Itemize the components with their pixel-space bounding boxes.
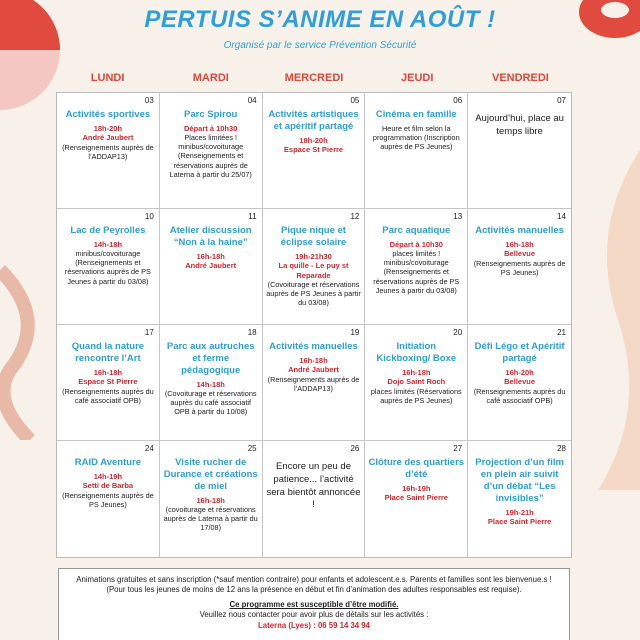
cell-day-number: 03 [144, 96, 154, 105]
activity-message: Encore un peu de patience... l’activité sera bientôt annoncée ! [266, 461, 361, 511]
calendar-cell [468, 93, 571, 209]
activity-details: Places limitées ! minibus/covoiturage (Renseignements et réservations auprès de Laterna à partir du 25/07) [169, 133, 252, 179]
calendar-cell [160, 209, 263, 325]
activity-title: RAID Aventure [74, 457, 142, 468]
activity-time-place: 14h-19h Setti de Barba [82, 471, 134, 491]
calendar-cell [263, 93, 366, 209]
cell-day-number: 24 [144, 444, 154, 453]
calendar-cell [160, 93, 263, 209]
calendar-cell [365, 441, 468, 557]
activity-time-place: 16h-19h Place Saint Pierre [384, 483, 448, 503]
day-thursday: JEUDI [401, 72, 434, 84]
cell-day-number: 28 [557, 444, 566, 453]
activity-time-place: 18h-20h André Jaubert [82, 123, 134, 143]
cell-day-number: 05 [350, 96, 360, 105]
day-monday: LUNDI [90, 72, 125, 84]
activity-time-place: 16h-18h André Jaubert [185, 251, 237, 271]
cell-day-number: 20 [453, 328, 463, 337]
activity-details: (Covoiturage et réservations auprès du café associatif OPB à partir du 10/08) [164, 389, 257, 417]
activity-title: Atelier discussion “Non à la haine” [169, 225, 252, 248]
footer-contact-intro: Veuillez nous contacter pour avoir plus de détails sur les activités : [199, 610, 429, 620]
day-tuesday: MARDI [192, 72, 229, 84]
cell-day-number: 25 [247, 444, 257, 453]
activity-details: places limités (Réservations auprès de PS Jeunes) [370, 386, 462, 405]
cell-day-number: 13 [453, 212, 463, 221]
activity-title: Parc aquatique [382, 225, 451, 236]
activity-title: Activités manuelles [269, 341, 358, 352]
footer-info [58, 568, 570, 640]
activity-time-place: Départ à 10h30 [184, 123, 238, 133]
activity-time-place: 16h-18h [196, 495, 225, 505]
activity-title: Clôture des quartiers d’été [368, 457, 465, 480]
calendar-cell [57, 325, 160, 441]
activity-title: Projection d’un film en plein air suivit d’un débat “Les invisibles” [475, 457, 564, 504]
calendar-cell [468, 325, 571, 441]
cell-day-number: 12 [350, 212, 360, 221]
footer-notice: Animations gratuites et sans inscription (*sauf mention contraire) pour enfants et adolescent.e.s. Parents et familles sont les bienvenue.s ! (Pour tous les jeunes de moins de 12 ans la présence en début et fin d’animation des adultes responsables est requise). [76, 575, 552, 595]
calendar-cell [365, 325, 468, 441]
activity-details: (Renseignements auprès de l’ADDAP13) [62, 142, 154, 161]
activity-title: Lac de Peyrolles [70, 225, 146, 236]
footer-modification-note: Ce programme est susceptible d’être modifié. [229, 600, 399, 610]
cell-day-number: 10 [144, 212, 154, 221]
calendar-cell [263, 325, 366, 441]
activity-details: Heure et film selon la programmation (Inscription auprès de PS Jeunes) [372, 123, 460, 152]
calendar-cell [57, 209, 160, 325]
swirl-decoration [0, 260, 50, 440]
activity-details: (covoiturage et réservations auprès de Laterna à partir du 17/08) [163, 505, 258, 533]
activity-details: minibus/covoiturage (Renseignements et réservations auprès de PS Jeunes à partir du 03/08) [64, 249, 151, 286]
activity-title: Parc aux autruches et ferme pédagogique [166, 341, 255, 376]
activity-title: Défi Légo et Apéritif partagé [474, 341, 565, 364]
activity-title: Initiation Kickboxing/ Boxe [376, 341, 457, 364]
cell-day-number: 19 [350, 328, 360, 337]
activity-details: places limités ! minibus/covoiturage (Renseignements et réservations auprès de PS Jeunes à partir du 03/08) [373, 249, 460, 295]
cell-day-number: 18 [247, 328, 257, 337]
calendar-grid [56, 92, 572, 558]
activity-time-place: 16h-20h Bellevue [504, 367, 536, 387]
calendar-cell [263, 209, 366, 325]
cell-day-number: 14 [557, 212, 566, 221]
activity-details: (Renseignements auprès du café associatif OPB) [62, 386, 154, 405]
cell-day-number: 17 [144, 328, 154, 337]
activity-title: Visite rucher de Durance et créations de miel [163, 457, 258, 492]
cell-day-number: 04 [247, 96, 257, 105]
activity-time-place: 16h-18h André Jaubert [288, 355, 339, 375]
activity-time-place: 16h-18h Bellevue [504, 239, 536, 259]
activity-title: Activités artistiques et apéritif partagé [268, 109, 359, 132]
activity-details: (Renseignements auprès de PS Jeunes) [473, 258, 566, 277]
activity-details: (Renseignements auprès de l’ADDAP13) [267, 374, 360, 393]
calendar-cell [468, 441, 571, 557]
cell-day-number: 21 [557, 328, 566, 337]
activity-time-place: 14h-18h [93, 239, 123, 249]
cell-day-number: 07 [557, 96, 566, 105]
cell-day-number: 26 [350, 444, 360, 453]
wave-decoration [578, 150, 640, 490]
calendar-cell [468, 209, 571, 325]
calendar-cell [365, 93, 468, 209]
cell-day-number: 11 [248, 212, 257, 221]
activity-time-place: 19h-21h Place Saint Pierre [487, 507, 552, 526]
activity-time-place: 16h-18h Espace St Pierre [78, 367, 138, 387]
activity-time-place: 16h-18h Dojo Saint Roch [387, 367, 446, 387]
footer-contact-laterna: Laterna (Lyes) : 06 59 14 34 94 [258, 620, 370, 630]
calendar-cell [263, 441, 366, 557]
activity-time-place: 18h-20h Espace St Pierre [283, 135, 344, 155]
activity-time-place: 14h-18h [196, 379, 225, 389]
activity-title: Pique nique et éclipse solaire [280, 225, 347, 248]
weekday-header [56, 72, 572, 84]
calendar-cell [160, 441, 263, 557]
activity-title: Parc Spirou [184, 109, 238, 120]
activity-message: Aujourd’hui, place au temps libre [475, 113, 564, 137]
page-subtitle: Organisé par le service Prévention Sécurité [223, 40, 417, 51]
activity-details: (Renseignements auprès de PS Jeunes) [62, 490, 154, 509]
calendar-cell [365, 209, 468, 325]
activity-details: (Covoiturage et réservations auprès de PS Jeunes à partir du 03/08) [266, 279, 361, 308]
activity-details: (Renseignements auprès du café associatif OPB) [473, 386, 566, 405]
calendar-cell [57, 93, 160, 209]
activity-time-place: 19h-21h30 La quille - Le puy st Reparade [278, 251, 349, 280]
calendar-cell [57, 441, 160, 557]
activity-title: Quand la nature rencontre l’Art [71, 341, 145, 364]
calendar-cell [160, 325, 263, 441]
day-wednesday: MERCREDI [284, 72, 344, 84]
cell-day-number: 27 [453, 444, 463, 453]
page-title: PERTUIS S’ANIME EN AOÛT ! [144, 6, 496, 33]
cell-day-number: 06 [453, 96, 463, 105]
activity-title: Activités sportives [65, 109, 151, 120]
activity-title: Activités manuelles [475, 225, 564, 236]
activity-title: Cinéma en famille [375, 109, 457, 120]
day-friday: VENDREDI [491, 72, 549, 84]
activity-time-place: Départ à 10h30 [389, 239, 443, 249]
